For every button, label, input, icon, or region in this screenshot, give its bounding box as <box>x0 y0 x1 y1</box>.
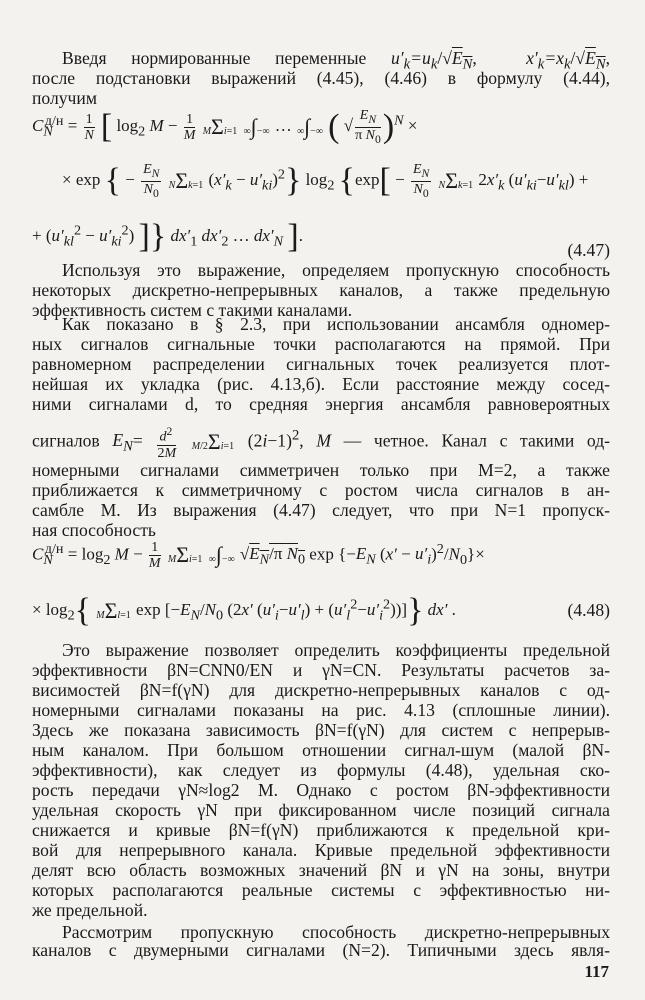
text-line: Как показано в § 2.3, при использовании ансамбля одномер- <box>62 314 610 334</box>
text-line: удельная скорость γN при фиксированном числе позиций сигнала <box>32 800 610 820</box>
text-line: Используя это выражение, определяем пропускную способность <box>62 260 610 280</box>
text-line: ними сигналами d, то средняя энергия ансамбля равновероятных <box>32 394 610 414</box>
text-line: равномерном распределении сигнальных точек реализуется плот- <box>32 354 610 374</box>
formula-447-line-1: $C_N^{д/н}$ = $\frac{1}{N}$ [ $\log_2 M$ − $\frac{1}{M}$ MΣi=1 ∞∫−∞ … ∞∫−∞ ( √ $\frac{E_N}{\pi N_0}$ )$^N$ × <box>32 108 418 146</box>
text-line: нейшая их укладка (рис. 4.13,б). Если расстояние между сосед- <box>32 374 610 394</box>
text-line: эффективности βN=CNN0/EN и γN=CN. Результаты расчетов за- <box>32 660 610 680</box>
text-line: самбле M. Из выражения (4.47) следует, что при N=1 пропуск- <box>32 500 610 520</box>
text-line: которых располагаются реальные системы с эффективностью ни- <box>32 880 610 900</box>
text-line: висимостей βN=f(γN) для дискретно-непрерывных каналов с од- <box>32 680 610 700</box>
text-line: снижается и кривые βN=f(γN) приближаются к предельной кри- <box>32 820 610 840</box>
text-line: сигналов $E_N=$ $\frac{d^2}{2M}$ M/2Σi=1 $(2i-1)^2$, M — четное. Канал с такими од- <box>32 425 611 461</box>
text-line: номерными сигналами симметричен только при M=2, а также <box>32 460 610 480</box>
text-line: ная способность <box>32 520 156 540</box>
text-line: ным каналом. При большом отношении сигнал-шум (малой βN- <box>32 740 610 760</box>
text-line: вой для непрерывного канала. Кривые предельной эффективности <box>32 840 610 860</box>
formula-447-line-3: + $(u'_{kl}^2 - u'_{ki}^2)$ ]} $dx'_1$ $dx'_2$ … $dx'_N$ ]. <box>32 218 303 255</box>
text-line: эффективность систем с такими каналами. <box>32 300 353 320</box>
text-line: рость передачи γN≈log2 M. Однако с ростом βN-эффективности <box>32 780 610 800</box>
text-line: Рассмотрим пропускную способность дискретно-непрерывных <box>62 922 610 942</box>
formula-448-line-1: $C_N^{д/н} = \log_2 M$ − $\frac{1}{M}$ MΣi=1 ∞∫−∞ $√E_N/\pi$ $N_0$ $\exp \{-E_N$ $(x' - u'_i)^2/N_0\}\times$ <box>32 540 485 571</box>
equation-number: (4.48) <box>567 600 610 620</box>
text-line: номерными сигналами показаны на рис. 4.13 (сплошные линии). <box>32 700 610 720</box>
text-line: делят всю область возможных значений βN и γN на зоны, внутри <box>32 860 610 880</box>
text-line: некоторых дискретно-непрерывных каналов, а также предельную <box>32 280 610 300</box>
equation-number: (4.47) <box>567 240 610 260</box>
text-line: ных сигналов сигнальные точки располагаются на прямой. При <box>32 334 610 354</box>
text-line: Это выражение позволяет определить коэффициенты предельной <box>62 640 610 660</box>
text-line: приближается к симметричному с ростом числа сигналов в ан- <box>32 480 610 500</box>
text-line: Здесь же показана зависимость βN=f(γN) для систем с непрерыв- <box>32 720 610 740</box>
formula-448-line-2: × $\log_2${ MΣl=1 $\exp [-E_N/N_0$ (2x′ $(u'_i-u'_l) + (u'_l^2-u'_i^2)$)]} dx′ . <box>32 592 456 629</box>
page-number: 117 <box>584 962 609 981</box>
text-line: Введя нормированные переменные $u'_k=u_k/√E_N$, $x'_k=x_k/√E_N$, <box>62 48 610 73</box>
text-line: после подстановки выражений (4.45), (4.46) в формулу (4.44), <box>32 68 610 88</box>
formula-447-line-2: × exp { − $\frac{E_N}{N_0}$ NΣk=1 $(x'_k - u'_{ki})^2$} $\log_2 \{\exp$[ − $\frac{E_N}{N_0}$ NΣk=1 $2x'_k$ $(u'_{ki}-u'_{kl})$ + <box>62 162 589 200</box>
text-line: получим <box>32 88 97 108</box>
text-line: же предельной. <box>32 900 148 920</box>
text-line: каналов с двумерными сигналами (N=2). Типичными здесь явля- <box>32 940 610 960</box>
text-line: эффективности), как следует из формулы (4.48), удельная ско- <box>32 760 610 780</box>
